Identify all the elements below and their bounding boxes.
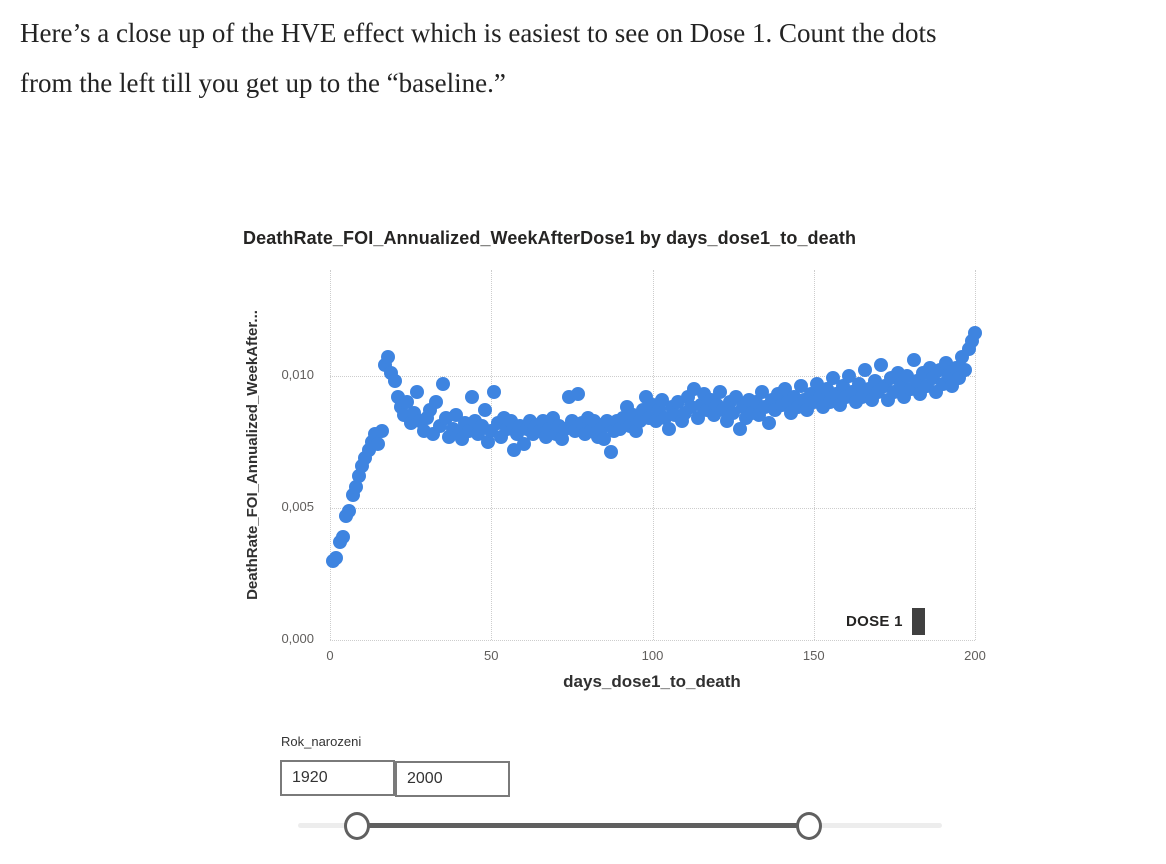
vertical-gridline	[653, 270, 654, 640]
legend-item-dose1[interactable]	[846, 608, 925, 635]
scatter-dot[interactable]	[336, 530, 350, 544]
y-tick-label: 0,005	[281, 498, 314, 514]
horizontal-gridline	[330, 508, 975, 509]
scatter-dot[interactable]	[662, 422, 676, 436]
scatter-dot[interactable]	[968, 326, 982, 340]
y-tick-label: 0,010	[281, 366, 314, 382]
vertical-gridline	[491, 270, 492, 640]
x-tick-label: 100	[641, 648, 664, 663]
y-tick-label: 0,000	[281, 631, 314, 646]
vertical-gridline	[330, 270, 331, 640]
scatter-dot[interactable]	[907, 353, 921, 367]
scatter-dot[interactable]	[329, 551, 343, 565]
scatter-dot[interactable]	[762, 416, 776, 430]
intro-paragraph	[20, 8, 1160, 108]
chart-title: DeathRate_FOI_Annualized_WeekAfterDose1 by days_dose1_to_death	[243, 228, 857, 248]
scatter-dot[interactable]	[429, 395, 443, 409]
scatter-dot[interactable]	[371, 437, 385, 451]
scatter-dot[interactable]	[388, 374, 402, 388]
scatter-dot[interactable]	[487, 385, 501, 399]
legend-label: DOSE 1	[846, 613, 903, 630]
x-tick-label: 150	[802, 648, 825, 663]
scatter-dot[interactable]	[410, 385, 424, 399]
slicer-max-input[interactable]	[395, 761, 510, 797]
scatter-dot[interactable]	[571, 387, 585, 401]
horizontal-gridline	[330, 640, 975, 641]
x-axis-title: days_dose1_to_death	[563, 672, 741, 691]
slicer-min-input[interactable]	[280, 760, 395, 796]
scatter-plot-area	[330, 270, 975, 640]
scatter-dot[interactable]	[874, 358, 888, 372]
scatter-dot[interactable]	[465, 390, 479, 404]
scatter-dot[interactable]	[375, 424, 389, 438]
scatter-dot[interactable]	[342, 504, 356, 518]
vertical-gridline	[814, 270, 815, 640]
slider-handle-min[interactable]	[344, 812, 370, 840]
scatter-dot[interactable]	[436, 377, 450, 391]
slider-selected-range[interactable]	[357, 823, 809, 828]
slider-handle-max[interactable]	[796, 812, 822, 840]
x-tick-label: 200	[964, 648, 986, 663]
scatter-dot[interactable]	[478, 403, 492, 417]
scatter-dot[interactable]	[381, 350, 395, 364]
slicer-header: Rok_narozeni	[281, 734, 362, 749]
y-axis-title: DeathRate_FOI_Annualized_WeekAfter...	[244, 310, 261, 600]
intro-line-1: Here’s a close up of the HVE effect which is easiest to see on Dose 1. Count the dots	[20, 18, 937, 48]
x-tick-label: 50	[484, 648, 499, 663]
legend-swatch-icon	[912, 608, 925, 635]
intro-line-2: from the left till you get up to the “baseline.”	[20, 68, 506, 98]
scatter-dot[interactable]	[604, 445, 618, 459]
x-tick-label: 0	[326, 648, 334, 663]
